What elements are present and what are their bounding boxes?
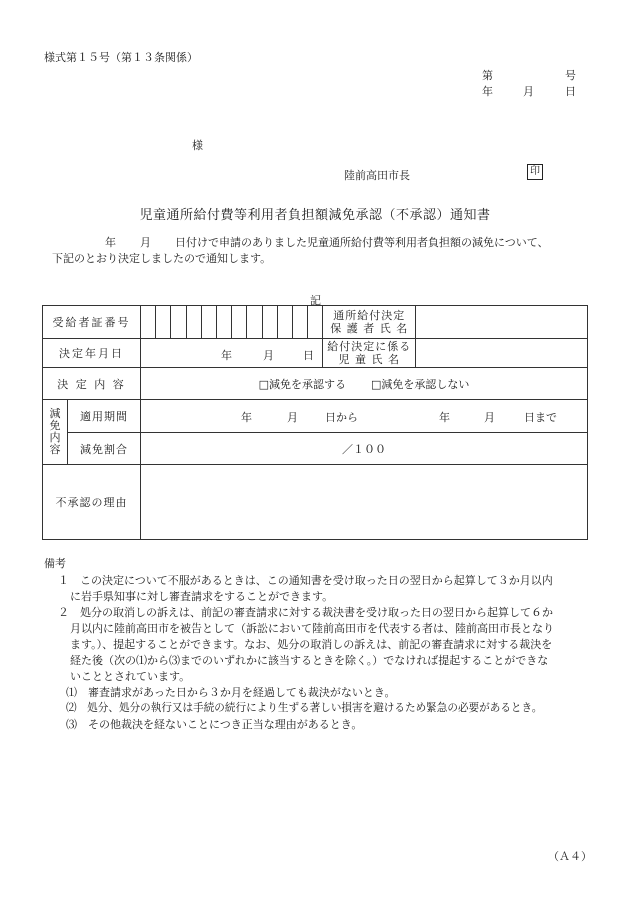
period-label: 適用期間 (68, 400, 141, 433)
digit-box[interactable] (217, 306, 232, 338)
guardian-label-line-1: 通所給付決定 (333, 309, 406, 322)
recipient-honorific: 様 (192, 139, 203, 152)
period-to-year: 年 (439, 411, 450, 424)
digit-box[interactable] (308, 306, 322, 338)
period-from-year: 年 (241, 411, 252, 424)
digit-box[interactable] (202, 306, 217, 338)
digit-box[interactable] (293, 306, 308, 338)
seal-stamp: 印 (527, 164, 543, 180)
rate-field[interactable] (141, 433, 588, 465)
intro-year: 年 (105, 236, 116, 249)
intro-rest: 日付けで申請のありました児童通所給付費等利用者負担額の減免について、 (175, 236, 549, 249)
period-from-day: 日から (325, 411, 358, 424)
notes-heading: 備考 (44, 557, 66, 570)
digit-box[interactable] (187, 306, 202, 338)
note-2-line-4: 経た後（次の⑴から⑶までのいずれかに該当するときを除く。）でなければ提起することができな (70, 654, 549, 667)
form-number: 様式第１５号（第１３条関係） (44, 51, 198, 64)
content-label: 決 定 内 容 (43, 368, 141, 400)
digit-box[interactable] (232, 306, 247, 338)
guardian-name-field[interactable] (416, 306, 588, 339)
doc-number-prefix: 第 (482, 69, 493, 82)
note-2-line-2: 月以内に陸前高田市を被告として（訴訟において陸前高田市を代表する者は、陸前高田市長となり (70, 622, 554, 635)
note-1-line-2: に岩手県知事に対し審査請求をすることができます。 (70, 590, 334, 603)
cert-no-label: 受給者証番号 (43, 306, 141, 339)
guardian-label-line-2: 保 護 者 氏 名 (330, 322, 409, 335)
period-to-month: 月 (484, 411, 495, 424)
digit-box[interactable] (247, 306, 262, 338)
child-label (323, 339, 416, 368)
digit-box[interactable] (263, 306, 278, 338)
date-day: 日 (565, 85, 576, 98)
intro-line-2: 下記のとおり決定しましたので通知します。 (52, 252, 272, 265)
child-label-line-1: 給付決定に係る (327, 340, 412, 353)
guardian-label (323, 306, 416, 339)
note-sub-1: ⑴ 審査請求があった日から３か月を経過しても裁決がないとき。 (66, 686, 396, 699)
reason-label: 不承認の理由 (43, 465, 141, 540)
doc-number-suffix: 号 (565, 69, 576, 82)
document-title: 児童通所給付費等利用者負担額減免承認（不承認）通知書 (139, 208, 491, 223)
period-to-day: 日まで (524, 411, 557, 424)
decision-date-field[interactable] (141, 339, 323, 368)
intro-month: 月 (140, 236, 151, 249)
digit-box[interactable] (171, 306, 186, 338)
note-sub-2: ⑵ 処分、処分の執行又は手続の続行により生ずる著しい損害を避けるため緊急の必要があるとき。 (66, 702, 543, 714)
digit-box[interactable] (141, 306, 156, 338)
digit-box[interactable] (278, 306, 293, 338)
reason-field[interactable] (141, 465, 588, 540)
issuer-name: 陸前高田市長 (344, 169, 410, 182)
intro-line-1 (105, 234, 549, 250)
rate-value: ／１００ (342, 442, 386, 456)
note-2-line-1: ２ 処分の取消しの訴えは、前記の審査請求に対する裁決書を受け取った日の翌日から起算して６か (58, 606, 553, 619)
note-1-line-1: １ この決定について不服があるときは、この通知書を受け取った日の翌日から起算して３か月以内 (58, 574, 553, 587)
ki-marker: 記 (310, 294, 321, 307)
decision-table (42, 305, 588, 540)
decision-day: 日 (303, 349, 314, 362)
digit-box[interactable] (156, 306, 171, 338)
note-2-line-5: いこととされています。 (70, 670, 191, 683)
note-sub-3: ⑶ その他裁決を経ないことにつき正当な理由があるとき。 (66, 718, 363, 731)
decision-date-label: 決定年月日 (43, 339, 141, 368)
child-label-line-2: 児 童 氏 名 (338, 353, 400, 366)
date-month: 月 (523, 85, 534, 98)
date-year: 年 (482, 85, 493, 98)
period-field[interactable] (141, 400, 588, 433)
decision-month: 月 (263, 349, 274, 362)
reduction-group-label (43, 400, 68, 465)
child-name-field[interactable] (416, 339, 588, 368)
approve-checkbox[interactable]: □減免を承認する (258, 377, 346, 391)
reduction-group-text: 減免内容 (49, 407, 61, 456)
decision-options (141, 368, 588, 400)
reject-checkbox[interactable]: □減免を承認しない (371, 377, 470, 391)
cert-no-boxes[interactable] (141, 306, 323, 339)
paper-size-label: （Ａ４） (548, 850, 592, 863)
decision-year: 年 (221, 349, 232, 362)
period-from-month: 月 (287, 411, 298, 424)
rate-label: 減免割合 (68, 433, 141, 465)
note-2-line-3: ます。）、提起することができます。なお、処分の取消しの訴えは、前記の審査請求に対する裁決を (70, 638, 553, 651)
